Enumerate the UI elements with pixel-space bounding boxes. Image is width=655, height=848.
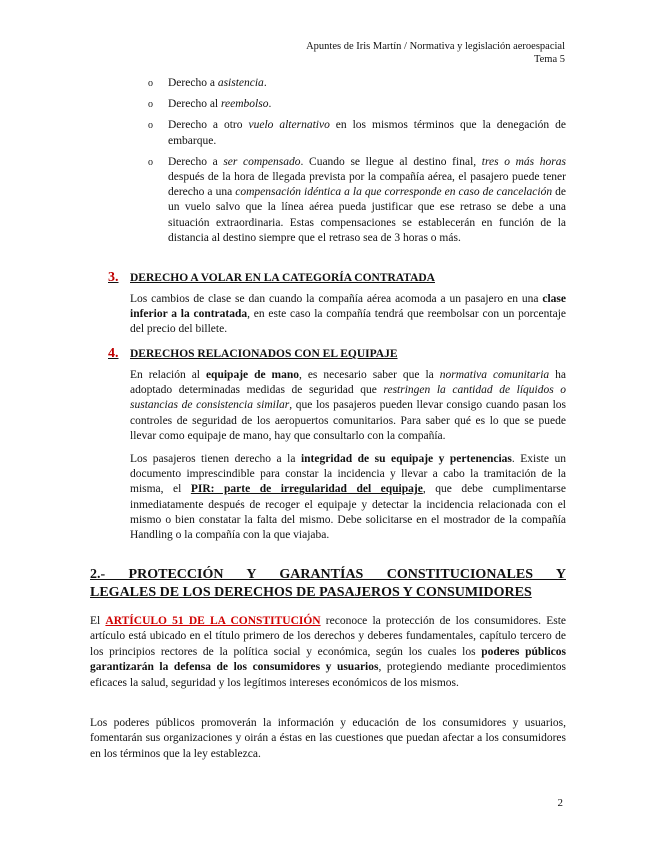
section-3-title: DERECHO A VOLAR EN LA CATEGORÍA CONTRATADA	[130, 272, 435, 284]
header-topic: Tema 5	[533, 54, 565, 65]
page-header	[306, 40, 565, 66]
list-item: o Derecho a asistencia.	[148, 76, 566, 91]
paragraph: Los cambios de clase se dan cuando la compañía aérea acomoda a un pasajero en una clase inferior a la contratada, en este caso la compañía tendrá que reembolsar con un porcentaje del precio del billete.	[130, 293, 566, 336]
section-4-heading	[108, 346, 566, 362]
section-4-body	[130, 368, 566, 543]
header-title: Apuntes de Iris Martín / Normativa y legislación aeroespacial	[306, 41, 565, 52]
article-51-link[interactable]: ARTÍCULO 51 DE LA CONSTITUCIÓN	[105, 615, 321, 627]
list-item: o Derecho a ser compensado. Cuando se llegue al destino final, tres o más horas después de la hora de llegada prevista por la compañía aérea, el pasajero puede tener derecho a una compensación idéntica a la que corresponde en caso de cancelación de un vuelo salvo que la línea aérea pueda justificar que ese retraso se debe a una situación extraordinaria. Estas compensaciones se establecerán en función de la distancia al destino siempre que el retraso sea de 3 horas o más.	[148, 155, 566, 244]
paragraph-article-51: El ARTÍCULO 51 DE LA CONSTITUCIÓN reconoce la protección de los consumidores. Este artículo está ubicado en el título primero de los derechos y deberes fundamentales, capítulo tercero de los principios rectores de la política social y económica, según los cuales los poderes públicos garantizarán la defensa de los consumidores y usuarios, protegiendo mediante procedimientos eficaces la salud, seguridad y los legítimos intereses económicos de los mismos.	[90, 615, 566, 689]
page-number: 2	[557, 797, 563, 809]
section-4-number: 4.	[108, 346, 119, 361]
bullet-mark: o	[148, 156, 153, 168]
bullet-mark: o	[148, 78, 153, 89]
paragraph-public-powers: Los poderes públicos promoverán la información y educación de los consumidores y usuarios, fomentarán sus organizaciones y oirán a éstas en las cuestiones que puedan afectar a los consumidores en los términos que la ley establezca.	[90, 717, 566, 760]
section-4-title: DERECHOS RELACIONADOS CON EL EQUIPAJE	[130, 348, 398, 360]
paragraph: En relación al equipaje de mano, es necesario saber que la normativa comunitaria ha adoptado determinadas medidas de seguridad que restringen la cantidad de líquidos o sustancias de consistencia similar, que los pasajeros pueden llevar consigo cuando pasan los controles de seguridad de los aeropuertos comunitarios. Para saber qué es lo que se puede llevar como equipaje de mano, hay que consultarlo con la compañía.	[130, 369, 567, 442]
section-3-heading	[108, 270, 566, 286]
paragraph: Los pasajeros tienen derecho a la integridad de su equipaje y pertenencias. Existe un documento imprescindible para constar la incidencia y llevar a cabo la tramitación de la misma, el PIR: parte de irregularidad del equipaje, que debe cumplimentarse inmediatamente después de recoger el equipaje y detectar la incidencia relacionada con el mismo o bien constatar la falta del mismo. Debe solicitarse en el mostrador de la compañía Handling o la compañía con la que viajaba.	[130, 453, 566, 542]
section-3-body	[130, 292, 566, 338]
list-item: o Derecho al reembolso.	[148, 97, 566, 112]
bullet-mark: o	[148, 99, 153, 111]
chapter-heading-line1: 2.- PROTECCIÓN Y GARANTÍAS CONSTITUCIONALES Y	[90, 567, 566, 582]
section-4	[108, 346, 566, 551]
section-3-number: 3.	[108, 270, 119, 285]
chapter-heading-line2: LEGALES DE LOS DERECHOS DE PASAJEROS Y CONSUMIDORES	[90, 585, 532, 600]
bullet-mark: o	[148, 120, 153, 132]
chapter-heading	[90, 566, 566, 602]
section-3	[108, 270, 566, 346]
rights-bullet-list	[148, 76, 566, 252]
list-item: o Derecho a otro vuelo alternativo en los mismos términos que la denegación de embarque.	[148, 119, 566, 147]
